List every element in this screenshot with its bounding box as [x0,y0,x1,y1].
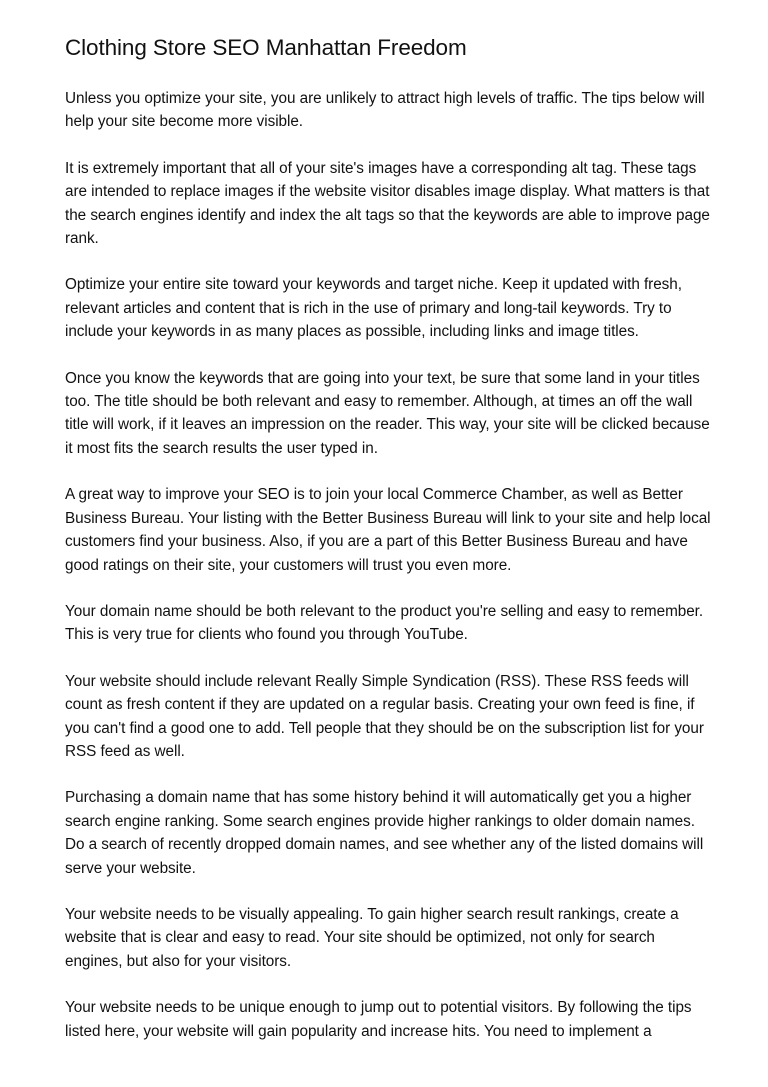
paragraph-rss: Your website should include relevant Really Simple Syndication (RSS). These RSS feeds will count as fresh content if they are updated on a regular basis. Creating your own feed is fine, if you can't find a good one to add. Tell people that they should be on the subscription list for your RSS feed as well. [65,672,704,760]
document-title: Clothing Store SEO Manhattan Freedom [65,35,467,60]
paragraph-domain-history: Purchasing a domain name that has some history behind it will automatically get you a higher search engine ranking. Some search engines provide higher rankings to older domain names. Do a search of recently dropped domain names, and see whether any of the listed domains will serve your website. [65,789,704,877]
paragraph-unique: Your website needs to be unique enough to jump out to potential visitors. By following the tips listed here, your website will gain popularity and increase hits. You need to implement a [65,999,692,1040]
paragraph-commerce-chamber: A great way to improve your SEO is to join your local Commerce Chamber, as well as Better Business Bureau. Your listing with the Better Business Bureau will link to your site and help local customers find your business. Also, if you are a part of this Better Business Bureau and have good ratings on their site, your customers will trust you even more. [65,486,711,574]
paragraph-domain-name: Your domain name should be both relevant to the product you're selling and easy to remember. This is very true for clients who found you through YouTube. [65,602,704,644]
paragraph-alt-tags: It is extremely important that all of your site's images have a corresponding alt tag. These tags are intended to replace images if the website visitor disables image display. What matters is that the search engines identify and index the alt tags so that the keywords are able to improve page rank. [65,159,710,248]
paragraph-titles: Once you know the keywords that are going into your text, be sure that some land in your titles too. The title should be both relevant and easy to remember. Although, at times an off the wall title will work, if it leaves an impression on the reader. This way, your site will be clicked because it most fits the search results the user typed in. [65,369,710,457]
paragraph-keywords: Optimize your entire site toward your keywords and target niche. Keep it updated with fresh, relevant articles and content that is rich in the use of primary and long-tail keywords. Try to include your keywords in as many places as possible, including links and image titles. [65,276,682,341]
paragraph-intro: Unless you optimize your site, you are unlikely to attract high levels of traffic. The tips below will help your site become more visible. [65,90,705,131]
paragraph-visual-appeal: Your website needs to be visually appealing. To gain higher search result rankings, create a website that is clear and easy to read. Your site should be optimized, not only for search engines, but also for your visitors. [65,905,679,970]
